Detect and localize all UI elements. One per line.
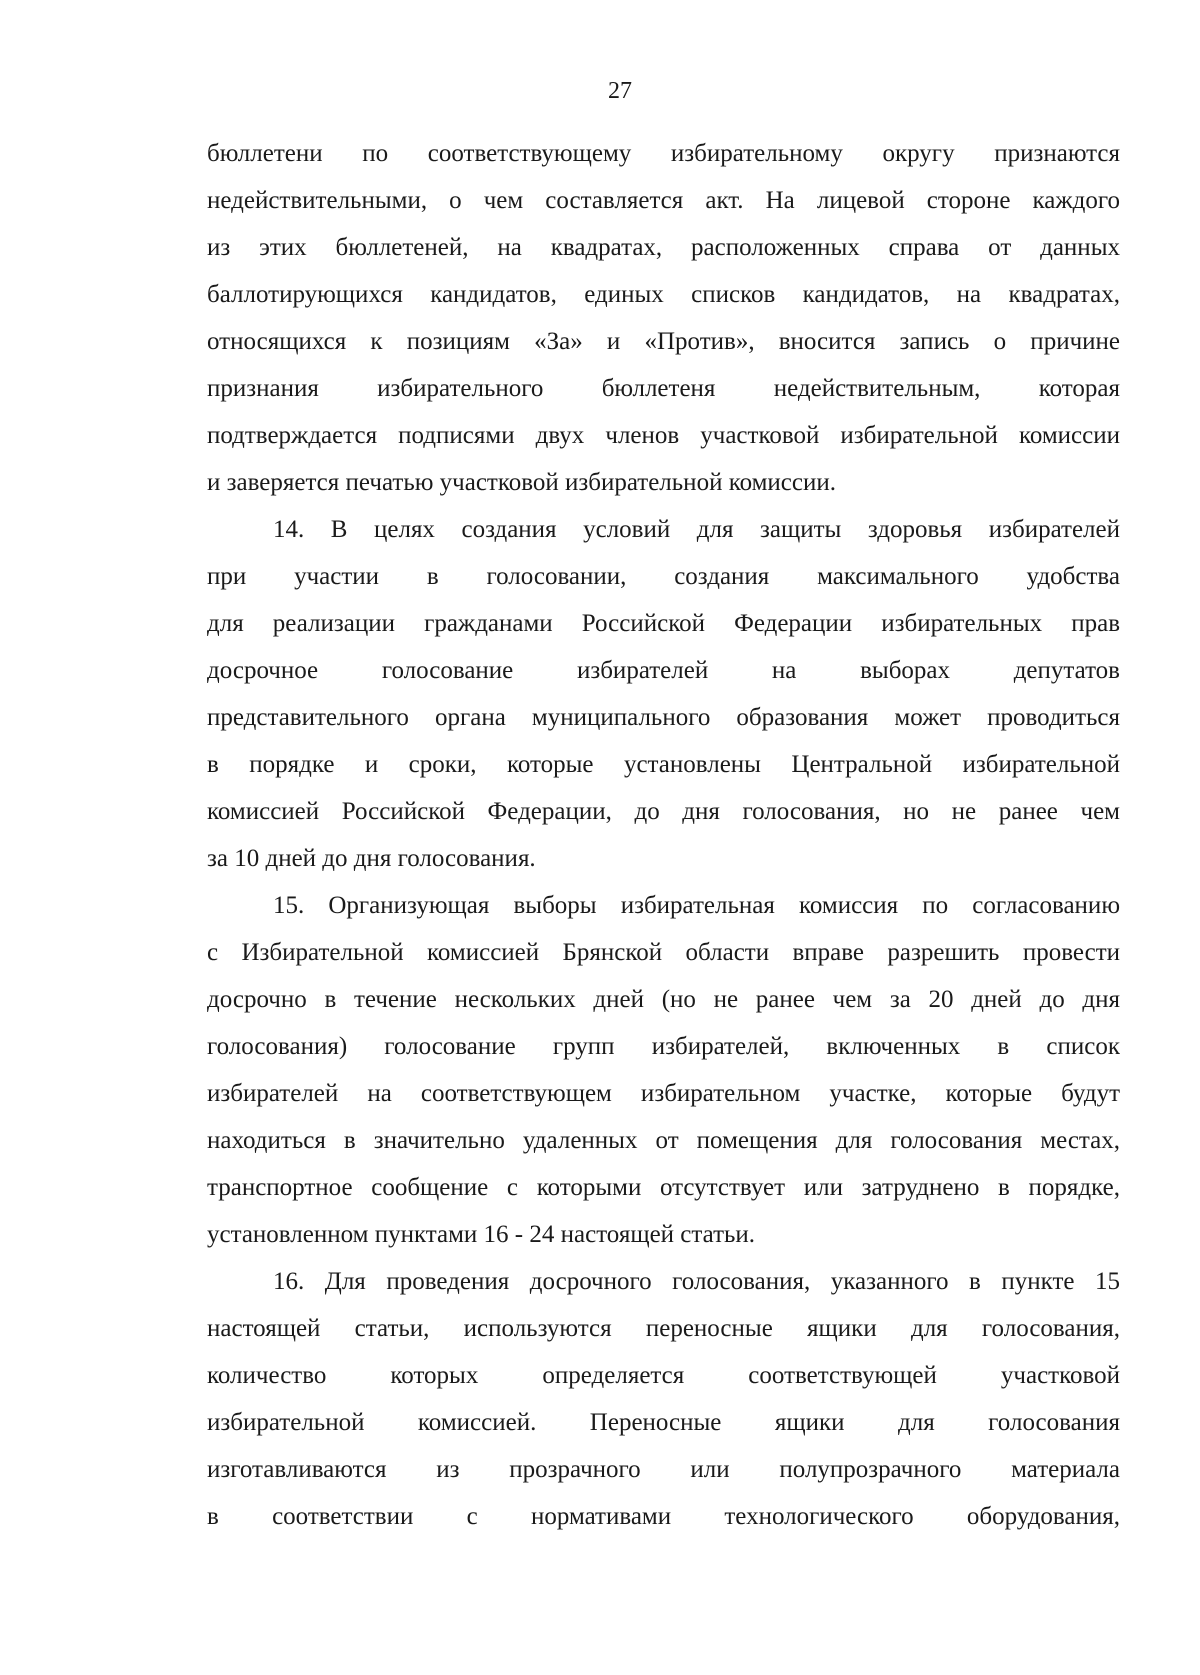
text-line: голосования) голосование групп избирателей, включенных в список <box>207 1033 1120 1060</box>
text-line: комиссией Российской Федерации, до дня голосования, но не ранее чем <box>207 798 1120 825</box>
document-body <box>207 130 1120 1540</box>
text-line: транспортное сообщение с которыми отсутствует или затруднено в порядке, <box>207 1174 1120 1201</box>
text-line: досрочное голосование избирателей на выборах депутатов <box>207 657 1120 684</box>
text-line: в соответствии с нормативами технологического оборудования, <box>207 1503 1120 1530</box>
text-line: подтверждается подписями двух членов участковой избирательной комиссии <box>207 422 1120 449</box>
text-line: и заверяется печатью участковой избирательной комиссии. <box>207 469 836 496</box>
paragraph <box>207 130 1120 506</box>
paragraph-14 <box>207 506 1120 882</box>
text-line: количество которых определяется соответствующей участковой <box>207 1362 1120 1389</box>
text-line: бюллетени по соответствующему избирательному округу признаются <box>207 140 1120 167</box>
text-line: находиться в значительно удаленных от помещения для голосования местах, <box>207 1127 1120 1154</box>
text-line: 14. В целях создания условий для защиты здоровья избирателей <box>273 516 1120 543</box>
text-line: баллотирующихся кандидатов, единых списков кандидатов, на квадратах, <box>207 281 1120 308</box>
text-line: относящихся к позициям «За» и «Против», вносится запись о причине <box>207 328 1120 355</box>
text-line: за 10 дней до дня голосования. <box>207 845 536 872</box>
text-line: установленном пунктами 16 - 24 настоящей статьи. <box>207 1221 756 1248</box>
text-line: досрочно в течение нескольких дней (но не ранее чем за 20 дней до дня <box>207 986 1120 1013</box>
text-line: для реализации гражданами Российской Федерации избирательных прав <box>207 610 1120 637</box>
paragraph-16 <box>207 1258 1120 1540</box>
text-line: настоящей статьи, используются переносные ящики для голосования, <box>207 1315 1120 1342</box>
text-line: 16. Для проведения досрочного голосования, указанного в пункте 15 <box>273 1268 1120 1295</box>
text-line: в порядке и сроки, которые установлены Центральной избирательной <box>207 751 1120 778</box>
text-line: признания избирательного бюллетеня недействительным, которая <box>207 375 1120 402</box>
text-line: избирателей на соответствующем избирательном участке, которые будут <box>207 1080 1120 1107</box>
text-line: избирательной комиссией. Переносные ящики для голосования <box>207 1409 1120 1436</box>
paragraph-15 <box>207 882 1120 1258</box>
text-line: недействительными, о чем составляется акт. На лицевой стороне каждого <box>207 187 1120 214</box>
text-line: представительного органа муниципального образования может проводиться <box>207 704 1120 731</box>
text-line: с Избирательной комиссией Брянской области вправе разрешить провести <box>207 939 1120 966</box>
text-line: при участии в голосовании, создания максимального удобства <box>207 563 1120 590</box>
page-number: 27 <box>608 78 632 104</box>
text-line: 15. Организующая выборы избирательная комиссия по согласованию <box>273 892 1120 919</box>
text-line: из этих бюллетеней, на квадратах, расположенных справа от данных <box>207 234 1120 261</box>
text-line: изготавливаются из прозрачного или полупрозрачного материала <box>207 1456 1120 1483</box>
